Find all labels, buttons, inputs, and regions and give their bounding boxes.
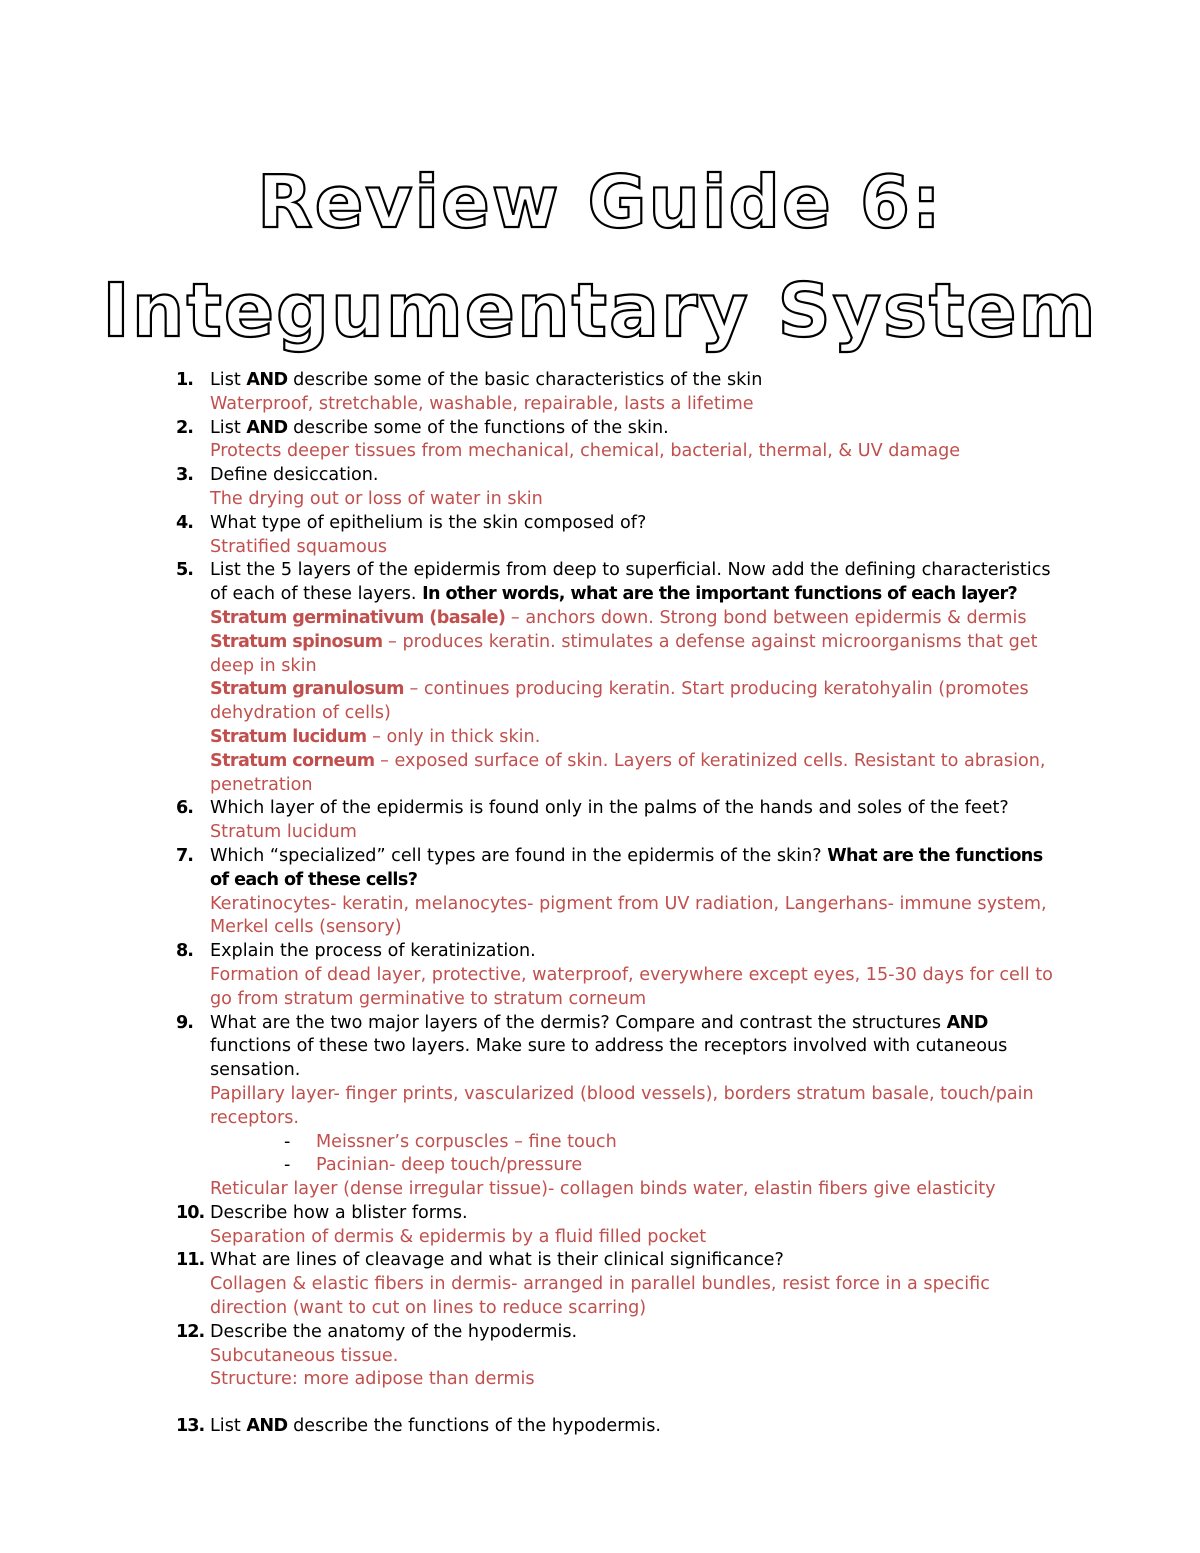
question-emphasis: AND	[946, 1012, 988, 1033]
question-segment: functions of these two layers. Make sure to address the receptors involved with cutaneous sensation.	[210, 1036, 1008, 1081]
bullet-dash: -	[284, 1155, 291, 1176]
question-segment: Define desiccation.	[210, 465, 379, 486]
question-segment: Describe the anatomy of the hypodermis.	[210, 1321, 578, 1342]
answer-text: Structure: more adipose than dermis	[210, 1369, 535, 1390]
question-number: 10.	[176, 1202, 205, 1223]
question-item	[176, 559, 1066, 797]
page-title-line-1: Review Guide 6:	[257, 160, 943, 244]
question-segment: List the 5 layers of the epidermis from deep to superficial. Now add the defining characteristics of each of these layers.	[210, 560, 1051, 605]
question-list	[176, 369, 1066, 1439]
answer-bullet	[210, 1154, 1066, 1178]
layer-name: Stratum germinativum (basale)	[210, 607, 506, 628]
question-segment: What type of epithelium is the skin composed of?	[210, 512, 647, 533]
question-item	[176, 1249, 1066, 1320]
bullet-text: Pacinian- deep touch/pressure	[316, 1155, 583, 1176]
question-text	[210, 1249, 1066, 1273]
question-number: 6.	[176, 798, 193, 819]
question-segment: List	[210, 1416, 247, 1437]
question-item	[176, 940, 1066, 1011]
page-title-line-2: Integumentary System	[102, 268, 1098, 354]
layer-description: – anchors down. Strong bond between epidermis & dermis	[505, 607, 1027, 628]
question-number: 2.	[176, 417, 193, 438]
question-number: 7.	[176, 845, 193, 866]
layer-description: – produces keratin. stimulates a defense against microorganisms that get deep in skin	[210, 631, 1038, 676]
answer-text: Formation of dead layer, protective, waterproof, everywhere except eyes, 15-30 days for cell to go from stratum germinative to stratum corneum	[210, 964, 1053, 1009]
question-text	[210, 845, 1066, 893]
layer-name: Stratum spinosum	[210, 631, 383, 652]
question-emphasis: AND	[246, 1416, 288, 1437]
answer-text: Papillary layer- finger prints, vascularized (blood vessels), borders stratum basale, touch/pain receptors.	[210, 1083, 1034, 1128]
answer-text: Keratinocytes- keratin, melanocytes- pigment from UV radiation, Langerhans- immune system, Merkel cells (sensory)	[210, 893, 1047, 938]
question-number: 11.	[176, 1250, 205, 1271]
answer-text: Stratum lucidum	[210, 822, 357, 843]
question-item	[176, 464, 1066, 512]
layer-description: – only in thick skin.	[366, 726, 541, 747]
question-text	[210, 559, 1066, 607]
question-emphasis: AND	[246, 370, 288, 390]
answer-text: Separation of dermis & epidermis by a fluid filled pocket	[210, 1226, 707, 1247]
question-segment: List	[210, 417, 247, 438]
question-item	[176, 512, 1066, 560]
question-segment: What are the two major layers of the dermis? Compare and contrast the structures	[210, 1012, 947, 1033]
question-number: 8.	[176, 941, 193, 962]
layer-name: Stratum lucidum	[210, 726, 367, 747]
question-text	[210, 940, 1066, 964]
question-item	[176, 797, 1066, 845]
layer-name: Stratum corneum	[210, 750, 375, 771]
question-number: 5.	[176, 560, 193, 581]
answer-text: The drying out or loss of water in skin	[210, 488, 543, 509]
bullet-text: Meissner’s corpuscles – fine touch	[316, 1131, 617, 1152]
question-text	[210, 1321, 1066, 1345]
answer-text: Protects deeper tissues from mechanical, chemical, bacterial, thermal, & UV damage	[210, 441, 961, 462]
question-text	[210, 1012, 1066, 1083]
question-segment: List	[210, 370, 247, 390]
question-segment: Describe how a blister forms.	[210, 1202, 468, 1223]
question-item	[176, 1202, 1066, 1250]
question-text	[210, 797, 1066, 821]
question-number: 3.	[176, 465, 193, 486]
question-text	[210, 369, 1066, 393]
question-emphasis: What are the functions of each of these cells?	[210, 845, 1043, 890]
question-segment: describe the functions of the hypodermis.	[287, 1416, 661, 1437]
question-text	[210, 512, 1066, 536]
answer-layer	[210, 631, 1066, 679]
question-item	[176, 1415, 1066, 1439]
question-segment: describe some of the basic characteristics of the skin	[287, 370, 763, 390]
answer-bullet	[210, 1131, 1066, 1155]
question-number: 13.	[176, 1416, 205, 1437]
question-text	[210, 417, 1066, 441]
question-item	[176, 369, 1066, 417]
question-number: 12.	[176, 1321, 205, 1342]
answer-text: Collagen & elastic fibers in dermis- arranged in parallel bundles, resist force in a specific direction (want to cut on lines to reduce scarring)	[210, 1274, 990, 1319]
question-number: 9.	[176, 1012, 193, 1033]
question-segment: describe some of the functions of the skin.	[287, 417, 669, 438]
answer-text: Waterproof, stretchable, washable, repairable, lasts a lifetime	[210, 393, 754, 414]
answer-layer	[210, 750, 1066, 798]
question-emphasis: AND	[246, 417, 288, 438]
layer-description: – exposed surface of skin. Layers of keratinized cells. Resistant to abrasion, penetration	[210, 750, 1046, 795]
answer-text: Reticular layer (dense irregular tissue)- collagen binds water, elastin fibers give elasticity	[210, 1179, 996, 1200]
answer-text: Stratified squamous	[210, 536, 388, 557]
answer-text: Subcutaneous tissue.	[210, 1345, 399, 1366]
question-segment: Which layer of the epidermis is found only in the palms of the hands and soles of the feet?	[210, 798, 1009, 819]
answer-layer	[210, 726, 1066, 750]
question-segment: Explain the process of keratinization.	[210, 941, 536, 962]
bullet-dash: -	[284, 1131, 291, 1152]
layer-name: Stratum granulosum	[210, 679, 404, 700]
answer-layer	[210, 607, 1066, 631]
question-segment: Which “specialized” cell types are found in the epidermis of the skin?	[210, 845, 828, 866]
question-text	[210, 464, 1066, 488]
question-text	[210, 1202, 1066, 1226]
question-item	[176, 1321, 1066, 1415]
question-item	[176, 417, 1066, 465]
question-segment: What are lines of cleavage and what is their clinical significance?	[210, 1250, 784, 1271]
layer-description: – continues producing keratin. Start producing keratohyalin (promotes dehydration of cells)	[210, 679, 1029, 724]
question-number: 4.	[176, 512, 193, 533]
blank-line	[210, 1392, 1066, 1415]
question-item	[176, 845, 1066, 940]
answer-layer	[210, 678, 1066, 726]
question-text	[210, 1415, 1066, 1439]
question-number: 1.	[176, 370, 193, 390]
question-emphasis: In other words, what are the important functions of each layer?	[422, 584, 1018, 605]
question-item	[176, 1012, 1066, 1202]
